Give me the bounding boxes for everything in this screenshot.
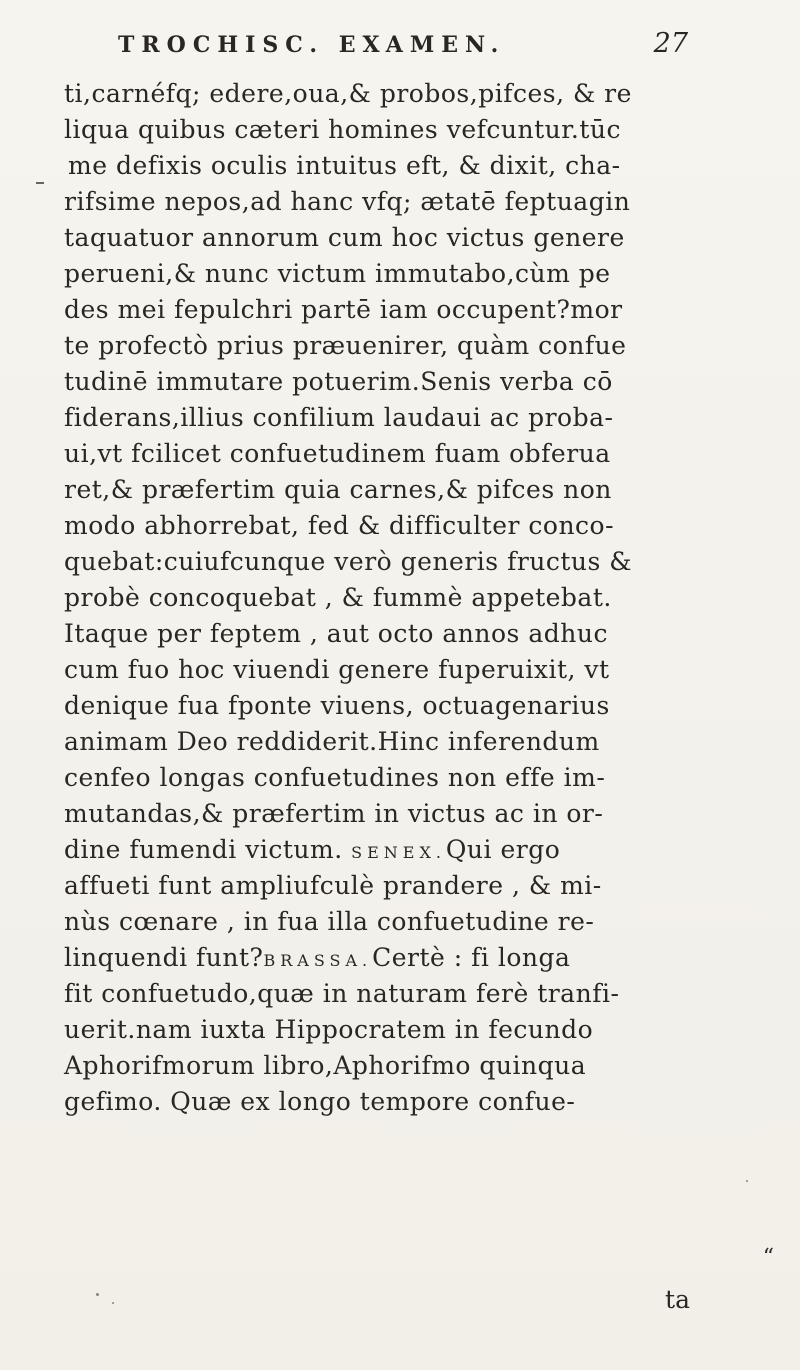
text-line: gefimo. Quæ ex longo tempore confue- — [64, 1087, 576, 1116]
text-line: affueti funt ampliufculè prandere , & mi- — [64, 871, 602, 900]
text-line: des mei fepulchri partē iam occupent?mor — [64, 295, 623, 324]
text-line: cenfeo longas confuetudines non effe im- — [64, 763, 606, 792]
running-title: TROCHISC. EXAMEN. — [118, 32, 506, 58]
text-line: liqua quibus cæteri homines vefcuntur.tūc — [64, 115, 622, 144]
text-line: quebat:cuiufcunque verò generis fructus & — [64, 547, 633, 576]
text-line: ui,vt fcilicet confuetudinem fuam obferua — [64, 439, 611, 468]
text-line: nùs cœnare , in fua illa confuetudine re- — [64, 907, 595, 936]
text-line: taquatuor annorum cum hoc victus genere — [64, 223, 625, 252]
text-line: probè concoquebat , & fummè appetebat. — [64, 583, 612, 612]
paper-speck — [746, 1180, 748, 1182]
margin-quote-mark: “ — [762, 1245, 774, 1270]
text-line: perueni,& nunc victum immutabo,cùm pe — [64, 259, 611, 288]
text-line: rifsime nepos,ad hanc vfq; ætatē feptuagin — [64, 187, 631, 216]
text-line: fiderans,illius confilium laudaui ac proba- — [64, 403, 614, 432]
text-fragment: Certè : fi longa — [372, 943, 571, 972]
paper-speck — [112, 1302, 114, 1304]
page-number: 27 — [653, 28, 688, 59]
text-line: uerit.nam iuxta Hippocratem in fecundo — [64, 1015, 594, 1044]
margin-dash — [36, 182, 44, 184]
text-line: animam Deo reddiderit.Hinc inferendum — [64, 727, 600, 756]
text-line: Itaque per feptem , aut octo annos adhuc — [64, 619, 608, 648]
text-line: denique fua fponte viuens, octuagenarius — [64, 691, 610, 720]
running-head — [118, 26, 688, 66]
text-fragment: linquendi funt? — [64, 943, 264, 972]
text-fragment: Qui ergo — [445, 835, 561, 864]
paper-speck — [96, 1293, 99, 1296]
catchword-line — [0, 1285, 800, 1325]
text-line: cum fuo hoc viuendi genere fuperuixit, vt — [64, 655, 610, 684]
text-line: ti,carnéfq; edere,oua,& probos,pifces, & re — [64, 79, 632, 108]
text-fragment: dine fumendi victum. — [64, 835, 343, 864]
text-line: Aphorifmorum libro,Aphorifmo quinqua — [64, 1051, 587, 1080]
body-text — [64, 76, 754, 1120]
speaker-senex: SENEX. — [351, 843, 446, 862]
text-line: modo abhorrebat, fed & difficulter conco- — [64, 511, 615, 540]
speaker-brassa: BRASSA. — [263, 951, 373, 970]
text-line: mutandas,& præfertim in victus ac in or- — [64, 799, 604, 828]
text-line: te profectò prius præuenirer, quàm confue — [64, 331, 627, 360]
text-line-brassa — [64, 940, 754, 976]
text-line: me defixis oculis intuitus eft, & dixit, cha- — [68, 151, 621, 180]
text-line-senex — [64, 832, 754, 868]
text-line: tudinē immutare potuerim.Senis verba cō — [64, 367, 613, 396]
text-line: ret,& præfertim quia carnes,& pifces non — [64, 475, 612, 504]
text-line: fit confuetudo,quæ in naturam ferè tranfi- — [64, 979, 620, 1008]
catchword: ta — [665, 1285, 690, 1314]
